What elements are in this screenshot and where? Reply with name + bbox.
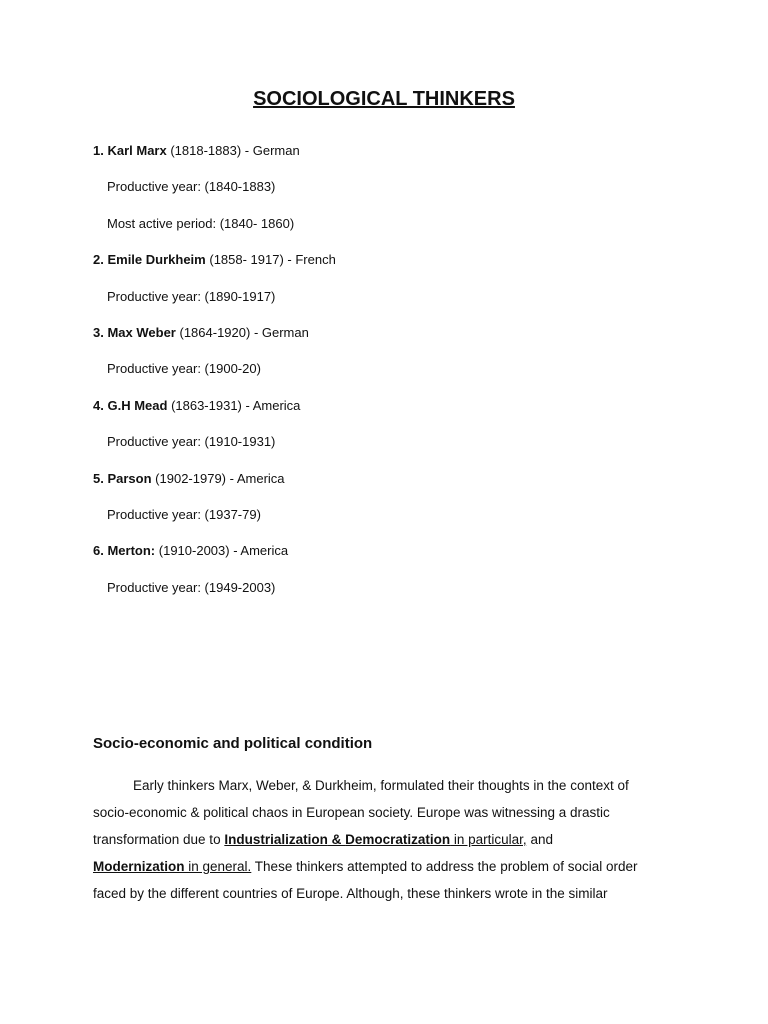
- paragraph-line: Modernization in general. These thinkers attempted to address the problem of social order: [93, 859, 638, 874]
- paragraph-line: socio-economic & political chaos in European society. Europe was witnessing a drastic: [93, 805, 610, 820]
- thinker-number: 4.: [93, 398, 104, 413]
- thinker-dates: (1863-1931) - America: [171, 398, 301, 413]
- page-title: SOCIOLOGICAL THINKERS: [253, 88, 515, 110]
- productive-year: Productive year: (1910-1931): [107, 434, 276, 449]
- productive-year: Productive year: (1937-79): [107, 507, 261, 522]
- thinker-name: Karl Marx: [107, 143, 167, 158]
- thinker-entry: [93, 143, 300, 158]
- keyword-democratization: Democratization: [345, 832, 451, 847]
- thinker-number: 5.: [93, 471, 104, 486]
- thinker-dates: (1818-1883) - German: [170, 143, 300, 158]
- thinker-entry: [93, 325, 309, 340]
- paragraph-line: transformation due to Industrialization & Democratization in particular, and: [93, 832, 553, 847]
- thinker-number: 1.: [93, 143, 104, 158]
- active-period: Most active period: (1840- 1860): [107, 216, 295, 231]
- thinker-entry: [93, 398, 300, 413]
- thinker-name: Merton:: [107, 543, 156, 558]
- thinker-dates: (1902-1979) - America: [155, 471, 285, 486]
- productive-year: Productive year: (1890-1917): [107, 289, 276, 304]
- thinker-dates: (1858- 1917) - French: [209, 252, 336, 267]
- section-heading: Socio-economic and political condition: [93, 735, 373, 752]
- thinker-entry: [93, 252, 336, 267]
- thinker-name: G.H Mead: [107, 398, 168, 413]
- keyword-modernization: Modernization: [93, 859, 185, 874]
- keyword-industrialization: Industrialization: [224, 832, 328, 847]
- thinker-number: 2.: [93, 252, 104, 267]
- thinker-number: 3.: [93, 325, 104, 340]
- thinker-name: Max Weber: [107, 325, 176, 340]
- paragraph-line: faced by the different countries of Europe. Although, these thinkers wrote in the similar: [93, 886, 608, 901]
- productive-year: Productive year: (1900-20): [107, 361, 261, 376]
- thinker-entry: [93, 471, 285, 486]
- thinker-name: Parson: [107, 471, 152, 486]
- thinker-name: Emile Durkheim: [107, 252, 206, 267]
- thinker-dates: (1864-1920) - German: [179, 325, 309, 340]
- productive-year: Productive year: (1949-2003): [107, 580, 276, 595]
- thinker-dates: (1910-2003) - America: [158, 543, 289, 558]
- thinker-number: 6.: [93, 543, 104, 558]
- thinker-entry: [93, 543, 288, 558]
- section-paragraph: [93, 772, 693, 907]
- paragraph-line: Early thinkers Marx, Weber, & Durkheim, formulated their thoughts in the context of: [133, 778, 629, 793]
- productive-year: Productive year: (1840-1883): [107, 179, 276, 194]
